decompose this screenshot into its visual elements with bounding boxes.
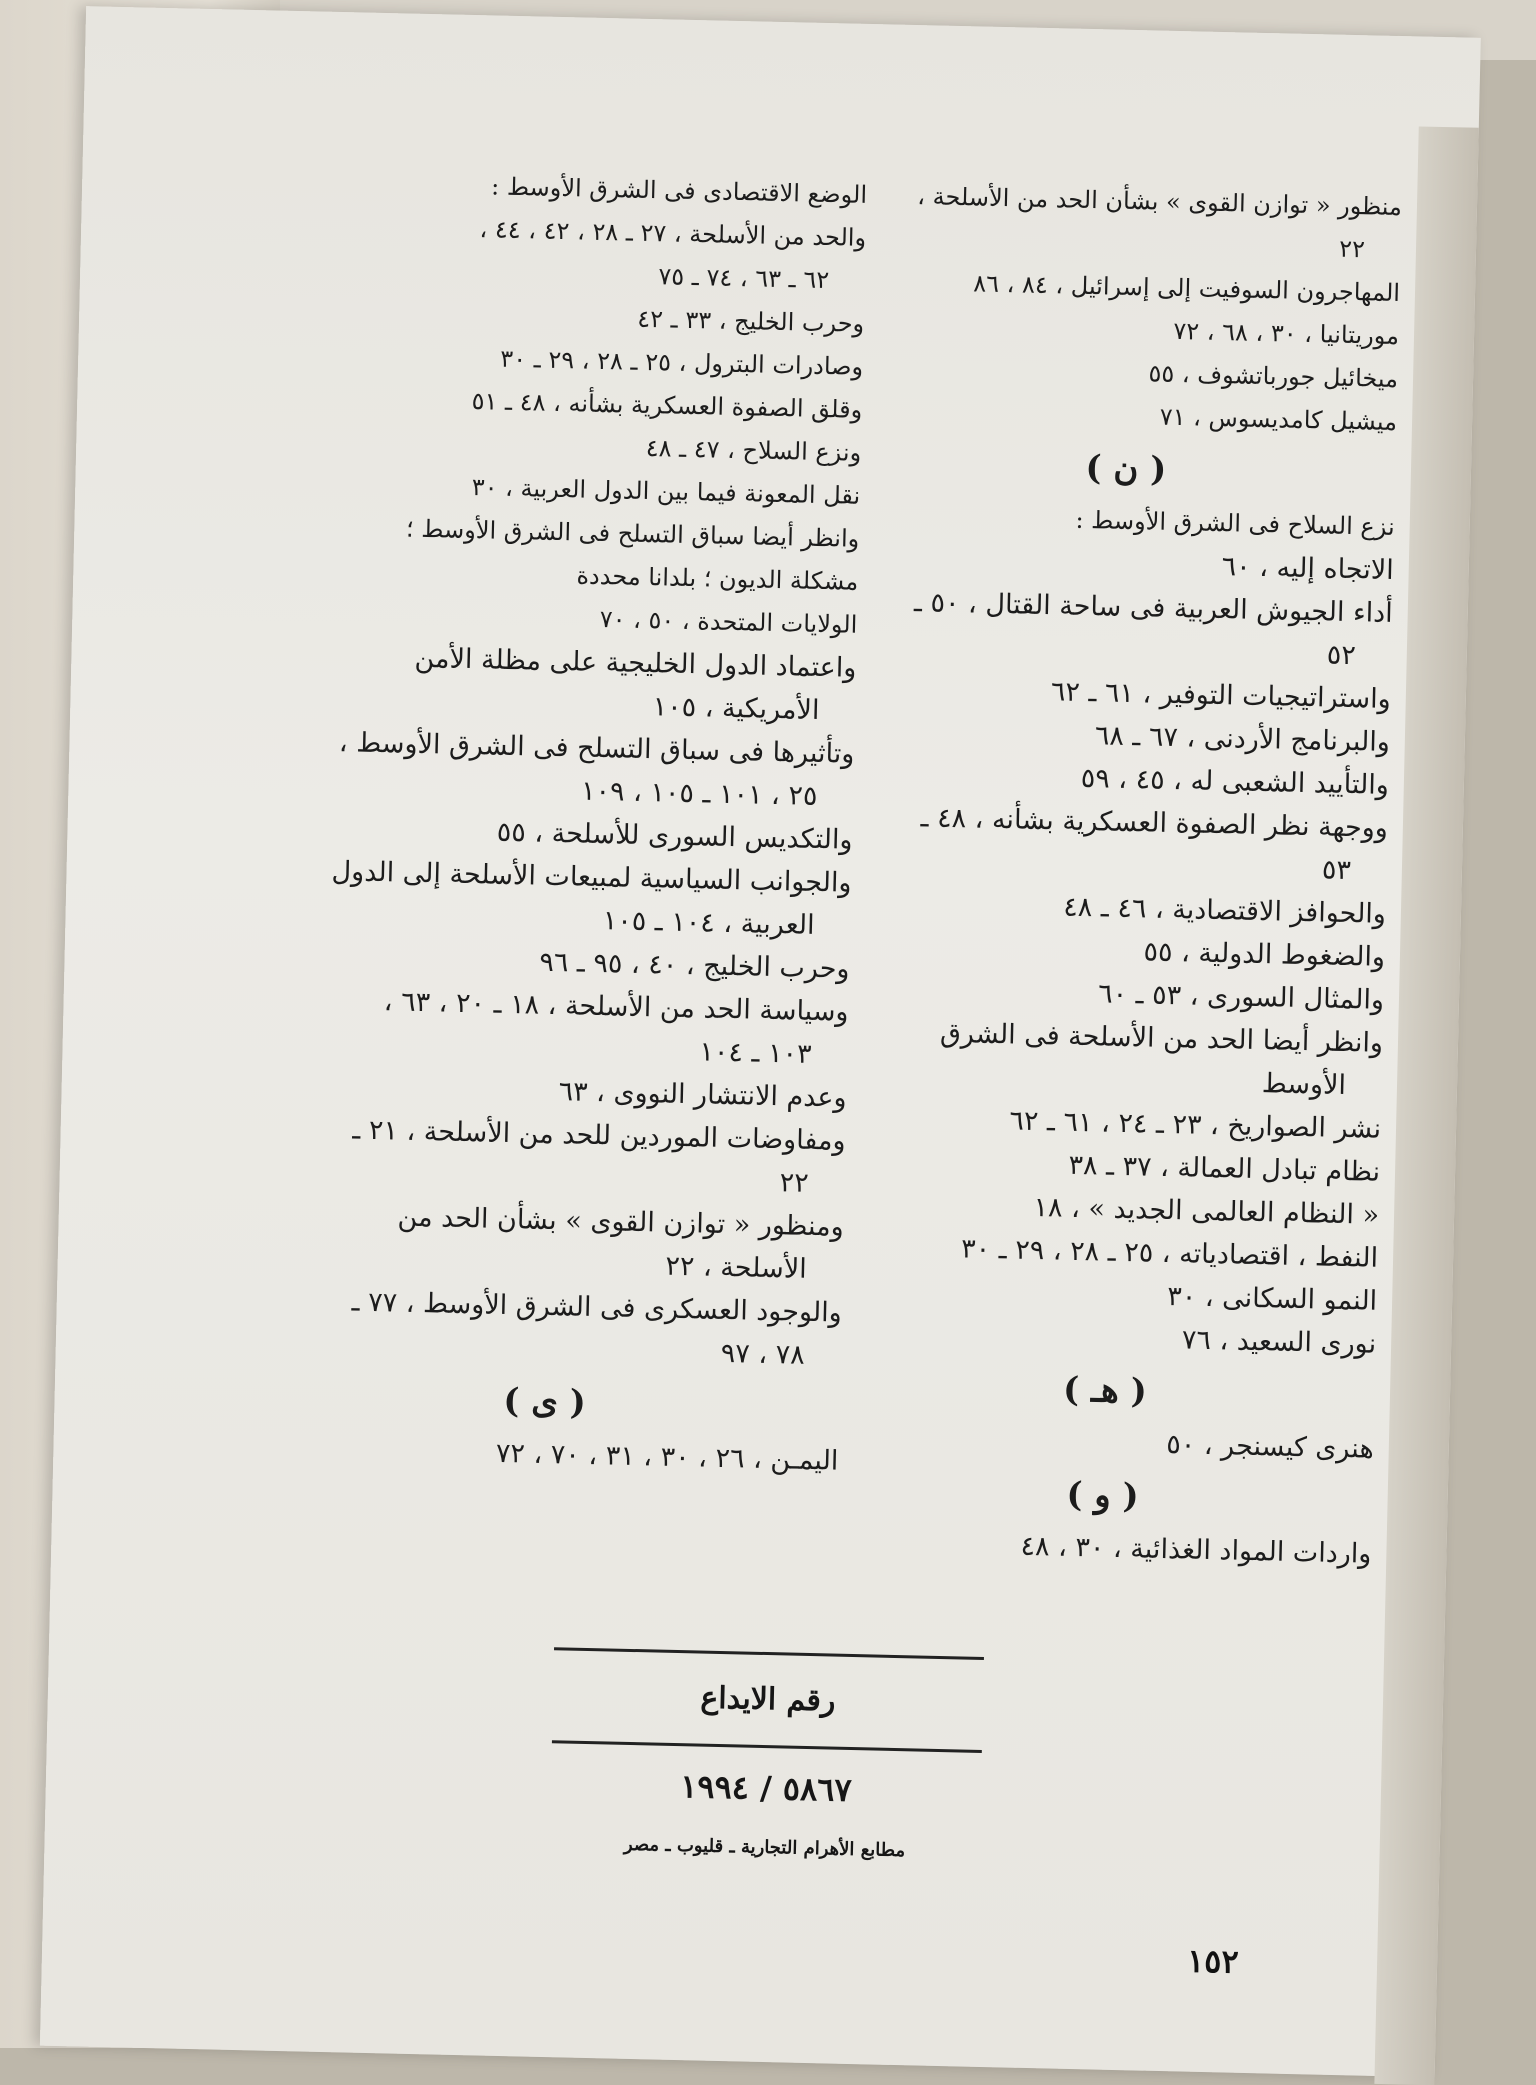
section-letter-haa: ( هـ ) <box>1062 1369 1148 1412</box>
index-entry-line: وحرب الخليج ، ٤٠ ، ٩٥ ـ ٩٦ <box>539 946 850 985</box>
index-entry-continuation: الأوسط <box>1261 1068 1347 1102</box>
index-entry-line: والحد من الأسلحة ، ٢٧ ـ ٢٨ ، ٤٢ ، ٤٤ ، <box>479 215 867 252</box>
index-entry-continuation: ٥٣ <box>1321 854 1352 887</box>
index-entry-line: الاتجاه إليه ، ٦٠ <box>1221 551 1395 586</box>
index-entry-line: اليمـن ، ٢٦ ، ٣٠ ، ٣١ ، ٧٠ ، ٧٢ <box>495 1437 839 1477</box>
index-entry-line: وصادرات البترول ، ٢٥ ـ ٢٨ ، ٢٩ ـ ٣٠ <box>500 344 864 381</box>
colophon <box>484 1646 1049 1875</box>
index-column-left <box>248 161 868 1483</box>
section-letter-waw: ( و ) <box>1066 1474 1140 1517</box>
index-entry-line: موريتانيا ، ٣٠ ، ٦٨ ، ٧٢ <box>1173 316 1400 351</box>
index-entry-line: وحرب الخليج ، ٣٣ ـ ٤٢ <box>637 304 865 338</box>
index-entry-continuation: ٧٨ ، ٩٧ <box>720 1337 806 1371</box>
index-entry-continuation: الأمريكية ، ١٠٥ <box>652 691 820 726</box>
index-entry-line: منظور « توازن القوى » بشأن الحد من الأسلحة ، <box>916 182 1403 222</box>
index-entry-continuation: العربية ، ١٠٤ ـ ١٠٥ <box>602 905 815 941</box>
index-entry-line: نظام تبادل العمالة ، ٣٧ ـ ٣٨ <box>1068 1149 1381 1188</box>
index-entry-line: نورى السعيد ، ٧٦ <box>1181 1324 1377 1360</box>
index-entry-line: وتأثيرها فى سباق التسلح فى الشرق الأوسط ، <box>338 727 855 770</box>
index-entry-continuation: ٢٢ <box>1338 234 1366 264</box>
deposit-number: ٥٨٦٧ / ١٩٩٤ <box>679 1767 853 1809</box>
index-entry-continuation: ٦٢ ـ ٦٣ ، ٧٤ ـ ٧٥ <box>658 262 830 295</box>
index-entry-line: والوجود العسكرى فى الشرق الأوسط ، ٧٧ ـ <box>351 1286 843 1329</box>
index-entry-continuation: ٢٥ ، ١٠١ ـ ١٠٥ ، ١٠٩ <box>580 775 818 812</box>
index-entry <box>861 174 1403 272</box>
index-entry-continuation: ٢٢ <box>779 1167 810 1199</box>
index-entry <box>252 1192 844 1291</box>
index-entry-line: والحوافز الاقتصادية ، ٤٦ ـ ٤٨ <box>1062 891 1387 930</box>
index-entry-line: ومنظور « توازن القوى » بشأن الحد من <box>397 1201 845 1243</box>
index-entry-line: وانظر أيضا الحد من الأسلحة فى الشرق <box>939 1017 1384 1059</box>
index-entry-line: نشر الصواريخ ، ٢٣ ـ ٢٤ ، ٦١ ـ ٦٢ <box>1009 1105 1382 1145</box>
index-entry <box>851 580 1393 678</box>
index-entry <box>263 719 855 818</box>
index-entry-line: والبرنامج الأردنى ، ٦٧ ـ ٦٨ <box>1094 720 1391 758</box>
index-entry-continuation: ١٠٣ ـ ١٠٤ <box>699 1036 812 1070</box>
index-entry-line: واعتماد الدول الخليجية على مظلة الأمن <box>414 642 857 684</box>
page-number: ١٥٢ <box>1186 1941 1240 1981</box>
index-heading: نزع السلاح فى الشرق الأوسط : <box>1075 505 1396 541</box>
deposit-label: رقم الايداع <box>700 1680 836 1719</box>
index-entry <box>260 848 852 947</box>
index-entry-line: الولايات المتحدة ، ٥٠ ، ٧٠ <box>599 604 858 639</box>
index-entry <box>847 795 1389 893</box>
index-entry-line: مشكلة الديون ؛ بلدانا محددة <box>576 561 859 596</box>
index-entry-line: المهاجرون السوفيت إلى إسرائيل ، ٨٤ ، ٨٦ <box>972 269 1401 308</box>
index-entry <box>275 204 867 303</box>
index-entry <box>842 1010 1384 1108</box>
index-entry-continuation: الأسلحة ، ٢٢ <box>665 1250 808 1285</box>
index-entry <box>257 977 849 1076</box>
index-entry-line: والتكديس السورى للأسلحة ، ٥٥ <box>496 816 853 856</box>
index-entry <box>265 633 857 732</box>
index-entry <box>250 1278 842 1377</box>
printer-line: مطابع الأهرام التجارية ـ قليوب ـ مصر <box>623 1833 906 1862</box>
index-entry-line: والجوانب السياسية لمبيعات الأسلحة إلى الدول <box>331 855 852 899</box>
index-entry-line: ونزع السلاح ، ٤٧ ـ ٤٨ <box>645 433 862 467</box>
index-entry-line: الوضع الاقتصادى فى الشرق الأوسط : <box>490 172 868 209</box>
index-entry-line: واردات المواد الغذائية ، ٣٠ ، ٤٨ <box>1020 1530 1372 1570</box>
index-entry <box>254 1106 846 1205</box>
index-entry-continuation: ٥٢ <box>1326 639 1357 672</box>
index-entry-line: ميخائيل جورباتشوف ، ٥٥ <box>1148 359 1399 394</box>
index-entry-line: واستراتيجيات التوفير ، ٦١ ـ ٦٢ <box>1050 676 1392 715</box>
index-entry-line: ميشيل كامديسوس ، ٧١ <box>1159 402 1398 437</box>
index-entry-line: وانظر أيضا سباق التسلح فى الشرق الأوسط ؛ <box>405 514 860 553</box>
index-entry-line: ومفاوضات الموردين للحد من الأسلحة ، ٢١ ـ <box>352 1114 846 1157</box>
index-entry-line: هنرى كيسنجر ، ٥٠ <box>1166 1429 1375 1465</box>
index-entry-line: والضغوط الدولية ، ٥٥ <box>1143 936 1386 973</box>
book-page <box>40 6 1481 2077</box>
index-entry-line: وعدم الانتشار النووى ، ٦٣ <box>558 1076 847 1114</box>
index-entry-line: والتأييد الشعبى له ، ٤٥ ، ٥٩ <box>1080 762 1390 801</box>
index-entry-line: نقل المعونة فيما بين الدول العربية ، ٣٠ <box>471 473 861 510</box>
index-entry-line: والمثال السورى ، ٥٣ ـ ٦٠ <box>1097 978 1385 1016</box>
section-letter-yaa: ( ى ) <box>502 1381 587 1423</box>
index-entry-line: « النظام العالمى الجديد » ، ١٨ <box>1033 1191 1380 1231</box>
index-entry-line: النفط ، اقتصادياته ، ٢٥ ـ ٢٨ ، ٢٩ ـ ٣٠ <box>960 1233 1379 1274</box>
index-entry-line: أداء الجيوش العربية فى ساحة القتال ، ٥٠ ـ <box>913 587 1394 629</box>
index-column-right <box>831 174 1402 1576</box>
index-entry-line: النمو السكانى ، ٣٠ <box>1166 1281 1378 1317</box>
section-letter-noon: ( ن ) <box>1085 447 1167 490</box>
index-entry-line: وقلق الصفوة العسكرية بشأنه ، ٤٨ ـ ٥١ <box>471 387 863 424</box>
index-entry-line: ووجهة نظر الصفوة العسكرية بشأنه ، ٤٨ ـ <box>920 802 1389 844</box>
index-entry-line: وسياسة الحد من الأسلحة ، ١٨ ـ ٢٠ ، ٦٣ ، <box>383 986 849 1028</box>
